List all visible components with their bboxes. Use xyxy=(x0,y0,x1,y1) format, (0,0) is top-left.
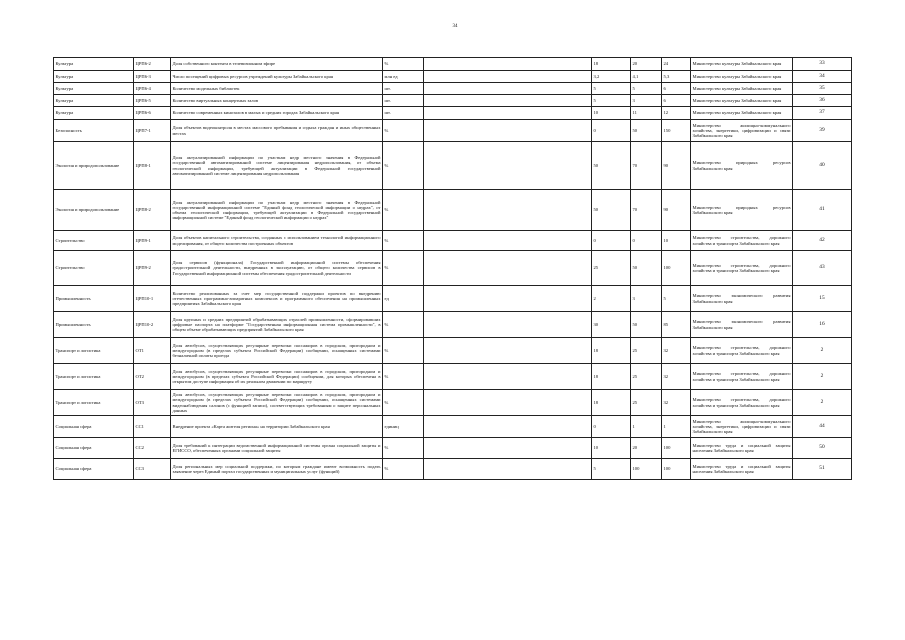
cell-value-2: 70 xyxy=(631,142,662,190)
cell-ministry: Министерство строительства, дорожного хозяйства и транспорта Забайкальского края xyxy=(691,338,793,364)
cell-code: ОТ3 xyxy=(134,390,171,416)
cell-empty xyxy=(424,390,592,416)
table-row xyxy=(54,95,852,107)
cell-value-1: 5 xyxy=(592,95,631,107)
cell-unit: % xyxy=(383,58,424,71)
cell-empty xyxy=(424,190,592,231)
cell-ministry: Министерство труда и социальной защиты населения Забайкальского края xyxy=(691,459,793,480)
cell-value-1: 30 xyxy=(592,312,631,338)
cell-unit: шт. xyxy=(383,95,424,107)
cell-ministry: Министерство культуры Забайкальского края xyxy=(691,95,793,107)
cell-sphere: Культура xyxy=(54,58,134,71)
cell-rating: 37 xyxy=(793,107,852,120)
cell-value-3: 100 xyxy=(662,251,691,286)
cell-ministry: Министерство природных ресурсов Забайкальского края xyxy=(691,190,793,231)
cell-value-3: 90 xyxy=(662,190,691,231)
cell-value-1: 18 xyxy=(592,338,631,364)
cell-indicator-name: Доля собственного контента в телевизионном эфире xyxy=(171,58,383,71)
cell-indicator-name: Количество современных кинозалов в малых и средних городах Забайкальского края xyxy=(171,107,383,120)
cell-indicator-name: Количество модельных библиотек xyxy=(171,83,383,95)
cell-code: ЦРП6-6 xyxy=(134,107,171,120)
cell-value-2: 25 xyxy=(631,338,662,364)
cell-sphere: Транспорт и логистика xyxy=(54,390,134,416)
cell-sphere: Строительство xyxy=(54,251,134,286)
cell-unit: млн ед xyxy=(383,71,424,83)
cell-value-1: 5 xyxy=(592,83,631,95)
table-row xyxy=(54,71,852,83)
cell-unit: % xyxy=(383,120,424,142)
cell-value-3: 90 xyxy=(662,142,691,190)
cell-indicator-name: Доля объектов видеоконтроля в местах массового пребывания и оздыха граждан и иных общественных местах xyxy=(171,120,383,142)
cell-indicator-name: Доля актуализированной информации по участкам недр местного значения в Федеральной государственной автоматизированной системе лицензирования недропользования, от объема геологической информации, требующей актуализации в Федеральной государственной автоматизированной системе лицензирования недропользования xyxy=(171,142,383,190)
cell-empty xyxy=(424,58,592,71)
cell-ministry: Министерство жилищно-коммунального хозяйства, энергетики, цифровизации и связи Забайкальского края xyxy=(691,416,793,438)
cell-rating: 35 xyxy=(793,83,852,95)
cell-empty xyxy=(424,338,592,364)
table-row xyxy=(54,251,852,286)
cell-value-3: 5,3 xyxy=(662,71,691,83)
cell-sphere: Экология и природопользование xyxy=(54,142,134,190)
cell-value-1: 0 xyxy=(592,120,631,142)
cell-sphere: Безопасность xyxy=(54,120,134,142)
cell-rating: 16 xyxy=(793,312,852,338)
cell-ministry: Министерство культуры Забайкальского края xyxy=(691,83,793,95)
cell-value-2: 20 xyxy=(631,438,662,459)
cell-code: ЦРП6-4 xyxy=(134,83,171,95)
cell-unit: % xyxy=(383,312,424,338)
cell-ministry: Министерство экономического развития Забайкальского края xyxy=(691,286,793,312)
cell-empty xyxy=(424,364,592,390)
cell-value-3: 150 xyxy=(662,120,691,142)
cell-sphere: Культура xyxy=(54,71,134,83)
cell-rating: 39 xyxy=(793,120,852,142)
cell-empty xyxy=(424,83,592,95)
cell-indicator-name: Число посещений цифровых ресурсов учреждений культуры Забайкальского края xyxy=(171,71,383,83)
table-row xyxy=(54,58,852,71)
cell-indicator-name: Внедрение проекта «Карта жителя региона» на территории Забайкальского края xyxy=(171,416,383,438)
cell-indicator-name: Доля актуализированной информации по участкам недр местного значения в Федеральной государственной информационной системе "Единый фонд геологической информации о недрах", от объема геологической информации, требующей актуализации в Федеральной государственной информационной системе "Единый фонд геологической информации о недрах" xyxy=(171,190,383,231)
cell-sphere: Культура xyxy=(54,95,134,107)
cell-code: ЦРП9-1 xyxy=(134,231,171,251)
cell-ministry: Министерство природных ресурсов Забайкальского края xyxy=(691,142,793,190)
cell-value-3: 6 xyxy=(662,83,691,95)
cell-sphere: Культура xyxy=(54,107,134,120)
cell-value-1: 50 xyxy=(592,142,631,190)
cell-ministry: Министерство культуры Забайкальского края xyxy=(691,58,793,71)
table-row xyxy=(54,142,852,190)
cell-sphere: Транспорт и логистика xyxy=(54,364,134,390)
cell-indicator-name: Доля автобусов, осуществляющих регулярные перевозки пассажиров в городском, пригородном и междугородном (в пределах субъекта Российской Федерации) сообщении, для которых обеспечена в открытом доступе информация об их реальном движении по маршруту xyxy=(171,364,383,390)
cell-ministry: Министерство экономического развития Забайкальского края xyxy=(691,312,793,338)
cell-unit: % xyxy=(383,364,424,390)
cell-value-2: 50 xyxy=(631,251,662,286)
table-row xyxy=(54,390,852,416)
cell-value-3: 32 xyxy=(662,364,691,390)
cell-code: ЦРП6-2 xyxy=(134,58,171,71)
cell-sphere: Социальная сфера xyxy=(54,438,134,459)
table-row xyxy=(54,83,852,95)
cell-value-3: 1 xyxy=(662,416,691,438)
cell-value-3: 24 xyxy=(662,58,691,71)
cell-code: ОТ2 xyxy=(134,364,171,390)
cell-empty xyxy=(424,231,592,251)
cell-unit: шт. xyxy=(383,83,424,95)
cell-unit: % xyxy=(383,142,424,190)
cell-code: ЦРП8-1 xyxy=(134,142,171,190)
page-number: 34 xyxy=(452,24,458,29)
cell-ministry: Министерство строительства, дорожного хозяйства и транспорта Забайкальского края xyxy=(691,364,793,390)
cell-sphere: Промышленность xyxy=(54,312,134,338)
cell-value-1: 5 xyxy=(592,459,631,480)
cell-unit: % xyxy=(383,459,424,480)
cell-rating: 40 xyxy=(793,142,852,190)
cell-sphere: Культура xyxy=(54,83,134,95)
cell-indicator-name: Доля региональных мер социальной поддержки, по которым граждане имеют возможность подать заявление через Единый портал государственных и муниципальных услуг (функций) xyxy=(171,459,383,480)
table-row xyxy=(54,459,852,480)
cell-value-2: 50 xyxy=(631,312,662,338)
cell-rating: 43 xyxy=(793,251,852,286)
cell-rating: 2 xyxy=(793,338,852,364)
cell-code: СС1 xyxy=(134,416,171,438)
cell-empty xyxy=(424,71,592,83)
cell-empty xyxy=(424,459,592,480)
cell-value-2: 3 xyxy=(631,286,662,312)
table-row xyxy=(54,338,852,364)
cell-sphere: Транспорт и логистика xyxy=(54,338,134,364)
cell-rating: 42 xyxy=(793,231,852,251)
cell-rating: 15 xyxy=(793,286,852,312)
cell-value-3: 10 xyxy=(662,231,691,251)
cell-indicator-name: Доля автобусов, осуществляющих регулярные перевозки пассажиров в городском, пригородном и междугородном (в пределах субъекта Российской Федерации) сообщении, оснащенных системами видеонаблюдения салонов (с функцией записи), соответствующих требованиям о защите персональных данных xyxy=(171,390,383,416)
cell-ministry: Министерство строительства, дорожного хозяйства и транспорта Забайкальского края xyxy=(691,390,793,416)
cell-value-1: 10 xyxy=(592,438,631,459)
cell-value-2: 4,1 xyxy=(631,71,662,83)
cell-code: ОТ1 xyxy=(134,338,171,364)
cell-value-3: 100 xyxy=(662,438,691,459)
cell-code: ЦРП10-1 xyxy=(134,286,171,312)
cell-value-2: 100 xyxy=(631,459,662,480)
table-row xyxy=(54,312,852,338)
cell-unit: ед xyxy=(383,286,424,312)
cell-empty xyxy=(424,120,592,142)
table-row xyxy=(54,231,852,251)
cell-ministry: Министерство строительства, дорожного хозяйства и транспорта Забайкальского края xyxy=(691,231,793,251)
cell-value-3: 32 xyxy=(662,390,691,416)
cell-ministry: Министерство культуры Забайкальского края xyxy=(691,71,793,83)
cell-empty xyxy=(424,438,592,459)
cell-code: ЦРП8-2 xyxy=(134,190,171,231)
indicators-table xyxy=(53,57,852,480)
cell-rating: 36 xyxy=(793,95,852,107)
cell-sphere: Строительство xyxy=(54,231,134,251)
table-row xyxy=(54,364,852,390)
cell-value-2: 3 xyxy=(631,95,662,107)
cell-value-2: 20 xyxy=(631,58,662,71)
cell-code: ЦРП9-2 xyxy=(134,251,171,286)
cell-value-3: 5 xyxy=(662,286,691,312)
table-row xyxy=(54,286,852,312)
cell-value-2: 50 xyxy=(631,120,662,142)
cell-indicator-name: Доля автобусов, осуществляющих регулярные перевозки пассажиров в городском, пригородном и междугородном (в пределах субъекта Российской Федерации) сообщении, оснащенных системами безналичной оплаты проезда xyxy=(171,338,383,364)
cell-ministry: Министерство жилищно-коммунального хозяйства, энергетики, цифровизации и связи Забайкальского края xyxy=(691,120,793,142)
cell-unit: % xyxy=(383,438,424,459)
cell-rating: 50 xyxy=(793,438,852,459)
cell-empty xyxy=(424,107,592,120)
cell-value-1: 50 xyxy=(592,190,631,231)
cell-indicator-name: Доля объектов капитального строительства, созданных с использованием технологий информационного моделирования, от общего количества построенных объектов xyxy=(171,231,383,251)
cell-value-1: 25 xyxy=(592,251,631,286)
cell-code: ЦРП7-1 xyxy=(134,120,171,142)
cell-value-3: 100 xyxy=(662,459,691,480)
cell-code: СС2 xyxy=(134,438,171,459)
cell-rating: 2 xyxy=(793,390,852,416)
cell-value-2: 0 xyxy=(631,231,662,251)
cell-ministry: Министерство строительства, дорожного хозяйства и транспорта Забайкальского края xyxy=(691,251,793,286)
cell-empty xyxy=(424,95,592,107)
cell-unit: % xyxy=(383,231,424,251)
cell-value-3: 85 xyxy=(662,312,691,338)
cell-value-2: 25 xyxy=(631,390,662,416)
cell-value-2: 70 xyxy=(631,190,662,231)
cell-unit: % xyxy=(383,338,424,364)
cell-empty xyxy=(424,251,592,286)
cell-value-1: 18 xyxy=(592,364,631,390)
cell-value-1: 2 xyxy=(592,286,631,312)
table-row xyxy=(54,438,852,459)
cell-empty xyxy=(424,312,592,338)
cell-value-2: 25 xyxy=(631,364,662,390)
cell-code: ЦРП6-5 xyxy=(134,95,171,107)
cell-rating: 41 xyxy=(793,190,852,231)
cell-value-2: 5 xyxy=(631,83,662,95)
cell-unit: единиц xyxy=(383,416,424,438)
cell-sphere: Промышленность xyxy=(54,286,134,312)
cell-value-3: 32 xyxy=(662,338,691,364)
cell-empty xyxy=(424,416,592,438)
cell-value-2: 1 xyxy=(631,416,662,438)
cell-rating: 2 xyxy=(793,364,852,390)
cell-value-2: 11 xyxy=(631,107,662,120)
cell-code: ЦРП10-2 xyxy=(134,312,171,338)
cell-empty xyxy=(424,142,592,190)
cell-value-1: 0 xyxy=(592,231,631,251)
cell-value-1: 18 xyxy=(592,390,631,416)
cell-rating: 33 xyxy=(793,58,852,71)
cell-indicator-name: Доля требований к интеграции ведомственной информационной системы органа социальной защиты и ЕГИССО, обеспеченных органами социальной защиты xyxy=(171,438,383,459)
cell-sphere: Социальная сфера xyxy=(54,416,134,438)
cell-indicator-name: Количество виртуальных концертных залов xyxy=(171,95,383,107)
cell-unit: % xyxy=(383,390,424,416)
cell-indicator-name: Доля крупных и средних предприятий обрабатывающих отраслей промышленности, сформировавших цифровые паспорта на платформе "Государственная информационная система промышленности", в общем объеме обрабатывающих предприятий Забайкальского края xyxy=(171,312,383,338)
table-row xyxy=(54,107,852,120)
cell-value-1: 3,2 xyxy=(592,71,631,83)
cell-rating: 44 xyxy=(793,416,852,438)
cell-unit: % xyxy=(383,190,424,231)
cell-value-1: 0 xyxy=(592,416,631,438)
cell-value-1: 10 xyxy=(592,107,631,120)
cell-sphere: Социальная сфера xyxy=(54,459,134,480)
cell-sphere: Экология и природопользование xyxy=(54,190,134,231)
cell-value-3: 6 xyxy=(662,95,691,107)
table-body xyxy=(54,58,852,480)
cell-empty xyxy=(424,286,592,312)
cell-unit: % xyxy=(383,251,424,286)
cell-code: ЦРП6-3 xyxy=(134,71,171,83)
table-row xyxy=(54,120,852,142)
table-row xyxy=(54,416,852,438)
cell-value-3: 12 xyxy=(662,107,691,120)
cell-code: СС3 xyxy=(134,459,171,480)
cell-indicator-name: Количество реализованных за счет мер государственной поддержки проектов по внедрению отечественных программно-аппаратных комплексов и программного обеспечения на промышленных предприятиях Забайкальского края xyxy=(171,286,383,312)
cell-ministry: Министерство культуры Забайкальского края xyxy=(691,107,793,120)
cell-ministry: Министерство труда и социальной защиты населения Забайкальского края xyxy=(691,438,793,459)
table-row xyxy=(54,190,852,231)
cell-rating: 51 xyxy=(793,459,852,480)
cell-rating: 34 xyxy=(793,71,852,83)
cell-indicator-name: Доля сервисов (функционала) Государственной информационной системы обеспечения градостроительной деятельности, внедренных в эксплуатацию, от общего количества сервисов в Государственной информационной системы обеспечения градостроительной деятельности xyxy=(171,251,383,286)
cell-value-1: 18 xyxy=(592,58,631,71)
cell-unit: шт. xyxy=(383,107,424,120)
